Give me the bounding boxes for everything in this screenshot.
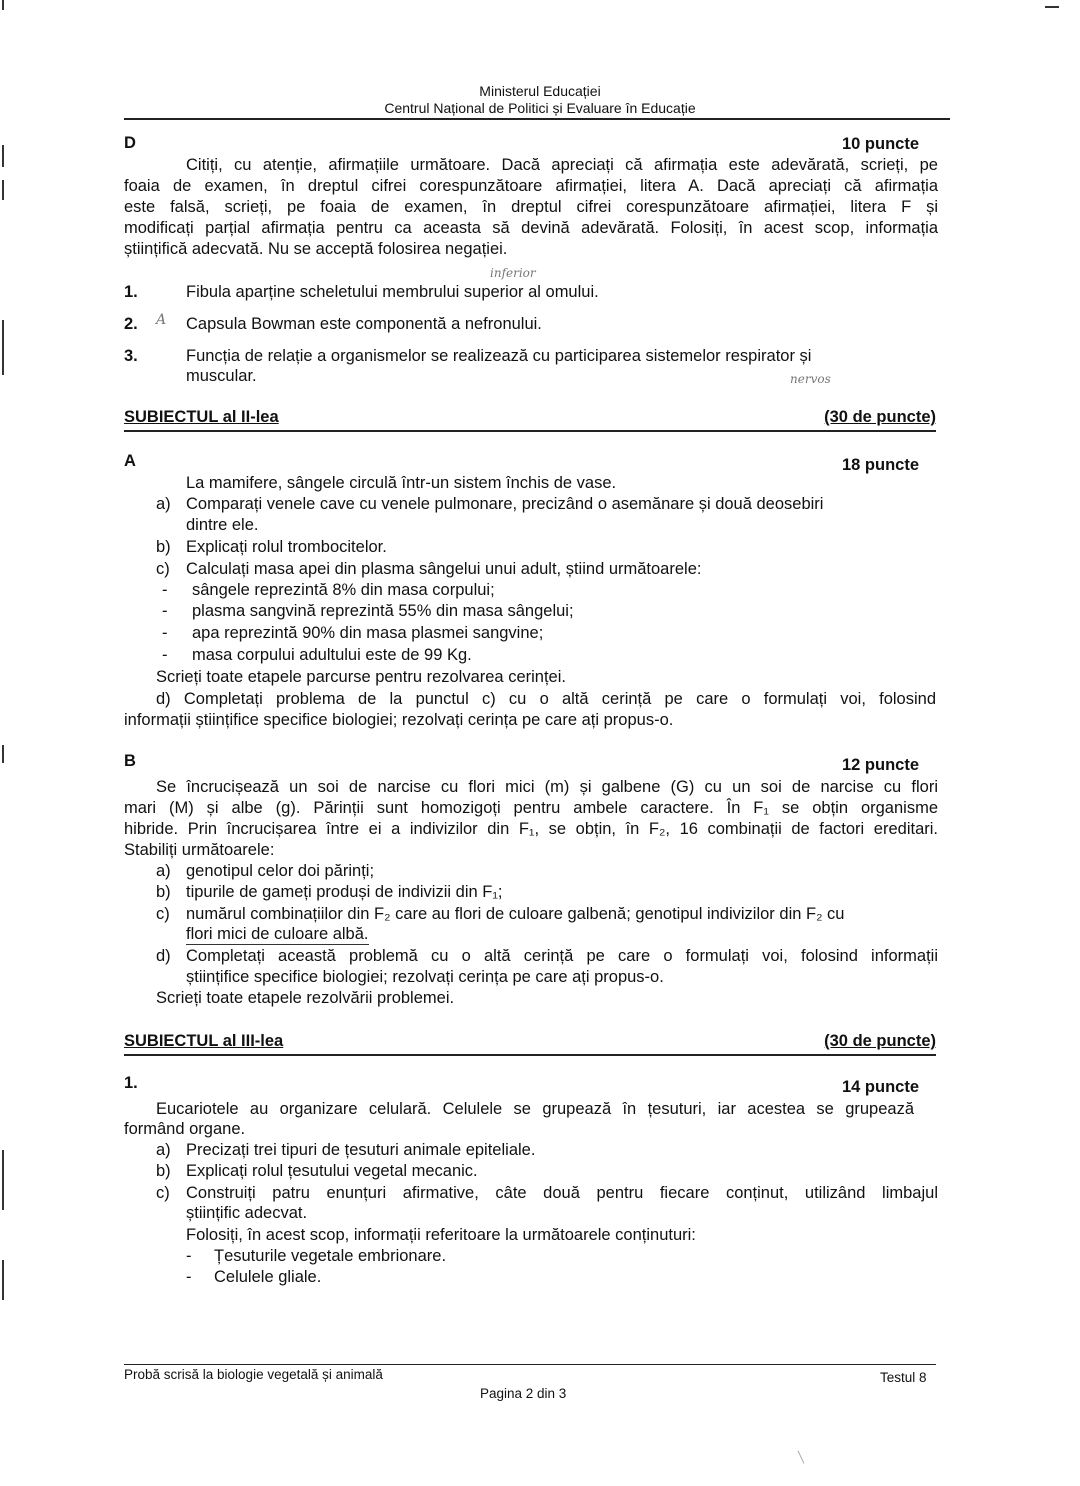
a-bullet: plasma sangvină reprezintă 55% din masa sângelui; [192,602,574,620]
header-ministry: Ministerul Educației [479,83,601,99]
b-qc-text-cont: flori mici de culoare albă. [186,925,369,943]
q1-qc-label: c) [156,1184,170,1202]
q1-qb-label: b) [156,1162,171,1180]
b-text-line: hibride. Prin încrucișarea între ei a indivizilor din F₁, se obțin, în F₂, 16 combinații de factori ereditari. [124,820,938,838]
a-bullet: masa corpului adultului este de 99 Kg. [192,646,472,664]
scan-mark [2,145,4,167]
q1-qb-text: Explicați rolul țesutului vegetal mecanic. [186,1162,478,1180]
subject-2-rule [124,430,936,432]
subject-3-points: (30 de puncte) [824,1032,936,1050]
section-b-letter: B [124,752,136,770]
section-a-points: 18 puncte [842,456,920,474]
subject-3-heading [124,1032,936,1054]
scan-mark [2,0,4,10]
header-center: Centrul Național de Politici și Evaluare în Educație [384,100,696,116]
handwritten-note: inferior [490,266,536,280]
b-qb-label: b) [156,883,171,901]
scan-mark [1045,6,1059,8]
a-steps: Scrieți toate etapele parcurse pentru rezolvarea cerinței. [156,668,566,686]
d-item-number: 1. [124,283,138,301]
stray-mark [798,1446,814,1463]
d-intro-line: științifică adecvată. Nu se acceptă folosirea negației. [124,240,508,258]
a-intro: La mamifere, sângele circulă într-un sistem închis de vase. [186,474,617,492]
a-qb-text: Explicați rolul trombocitelor. [186,538,387,556]
a-qa-text: Comparați venele cave cu venele pulmonare, precizând o asemănare și două deosebiri [186,495,824,513]
bullet-dash: - [162,646,168,664]
bullet-dash: - [162,624,168,642]
footer-rule [124,1364,936,1365]
a-qc-text: Calculați masa apei din plasma sângelui unui adult, știind următoarele: [186,560,702,578]
bullet-dash: - [186,1268,192,1286]
a-qa-label: a) [156,495,171,513]
q1-qc-text-cont: științific adecvat. [186,1204,308,1222]
b-text-line: Se încrucișează un soi de narcise cu flori mici (m) și galbene (G) cu un soi de narcise cu flori [156,778,938,796]
footer-page-number: Pagina 2 din 3 [480,1386,567,1401]
b-qc-text: numărul combinațiilor din F₂ care au flori de culoare galbenă; genotipul indivizilor din F₂ cu [186,905,845,923]
subject-2-heading [124,408,936,430]
d-item-number: 2. [124,315,138,333]
d-intro-line: foaia de examen, în dreptul cifrei corespunzătoare afirmației, litera A. Dacă apreciați că afirmația [124,177,938,195]
handwritten-note: nervos [790,372,831,386]
subject-3-title: SUBIECTUL al III-lea [124,1032,284,1050]
d-item-text: Fibula aparține scheletului membrului superior al omului. [186,283,599,301]
d-intro-line: modificați parțial afirmația pentru ca aceasta să devină adevărată. Folosiți, în acest scop, informația [124,219,938,237]
bullet-dash: - [186,1247,192,1265]
b-qd-text-cont: științifice specifice biologiei; rezolvați cerința pe care ați propus-o. [186,968,664,986]
scan-mark [2,1150,4,1210]
scan-mark [2,1260,4,1300]
section-a-letter: A [124,452,136,470]
a-qd-text: d) Completați problema de la punctul c) cu o altă cerință pe care o formulați voi, folosind [156,690,936,708]
q1-bullet: Țesuturile vegetale embrionare. [214,1247,447,1265]
subject-3-rule [124,1054,936,1056]
bullet-dash: - [162,581,168,599]
a-qa-text-cont: dintre ele. [186,516,259,534]
b-text-line: mari (M) și albe (g). Părinții sunt homozigoți pentru ambele caractere. În F₁ se obțin organisme [124,799,938,817]
d-intro-line: este falsă, scrieți, pe foaia de examen, în dreptul cifrei corespunzătoare afirmației, litera F și [124,198,938,216]
section-b-points: 12 puncte [842,756,920,774]
b-qd-label: d) [156,947,171,965]
handwritten-note: A [156,312,167,328]
d-item-text: Funcția de relație a organismelor se realizează cu participarea sistemelor respirator și [186,347,812,365]
b-final: Scrieți toate etapele rezolvării problemei. [156,989,455,1007]
b-qd-text: Completați această problemă cu o altă cerință pe care o formulați voi, folosind informații [186,947,938,965]
d-intro-line: Citiți, cu atenție, afirmațiile următoare. Dacă apreciați că afirmația este adevărată, scrieți, pe [186,156,938,174]
scan-mark [2,320,4,375]
q1-points: 14 puncte [842,1078,920,1096]
header-rule [124,118,950,120]
b-qa-text: genotipul celor doi părinți; [186,862,375,880]
q1-intro-cont: formând organe. [124,1120,246,1138]
q1-intro: Eucariotele au organizare celulară. Celulele se grupează în țesuturi, iar acestea se grupează [156,1100,914,1118]
b-text-line: Stabiliți următoarele: [124,841,275,859]
a-bullet: sângele reprezintă 8% din masa corpului; [192,581,495,599]
q1-number: 1. [124,1074,138,1092]
a-qd-text-cont: informații științifice specifice biologiei; rezolvați cerința pe care ați propus-o. [124,711,674,729]
b-qc-label: c) [156,905,170,923]
bullet-dash: - [162,602,168,620]
subject-2-title: SUBIECTUL al II-lea [124,408,279,426]
q1-qa-text: Precizați trei tipuri de țesuturi animale epiteliale. [186,1141,536,1159]
section-d-letter: D [124,134,136,152]
q1-qa-label: a) [156,1141,171,1159]
b-qb-text: tipurile de gameți produși de indivizii din F₁; [186,883,503,901]
section-d-points: 10 puncte [842,135,920,153]
d-item-number: 3. [124,347,138,365]
footer-exam-name: Probă scrisă la biologie vegetală și animală [124,1367,383,1382]
subject-2-points: (30 de puncte) [824,408,936,426]
b-qa-label: a) [156,862,171,880]
d-item-text: Capsula Bowman este componentă a nefronului. [186,315,542,333]
a-qc-label: c) [156,560,170,578]
a-bullet: apa reprezintă 90% din masa plasmei sangvine; [192,624,544,642]
q1-bullet: Celulele gliale. [214,1268,322,1286]
q1-use: Folosiți, în acest scop, informații referitoare la următoarele conținuturi: [186,1226,696,1244]
scan-mark [2,180,4,200]
scan-mark [2,745,4,763]
a-qb-label: b) [156,538,171,556]
footer-test-number: Testul 8 [880,1370,927,1385]
d-item-text-cont: muscular. [186,367,257,385]
q1-qc-text: Construiți patru enunțuri afirmative, câte două pentru fiecare conținut, utilizând limbajul [186,1184,938,1202]
